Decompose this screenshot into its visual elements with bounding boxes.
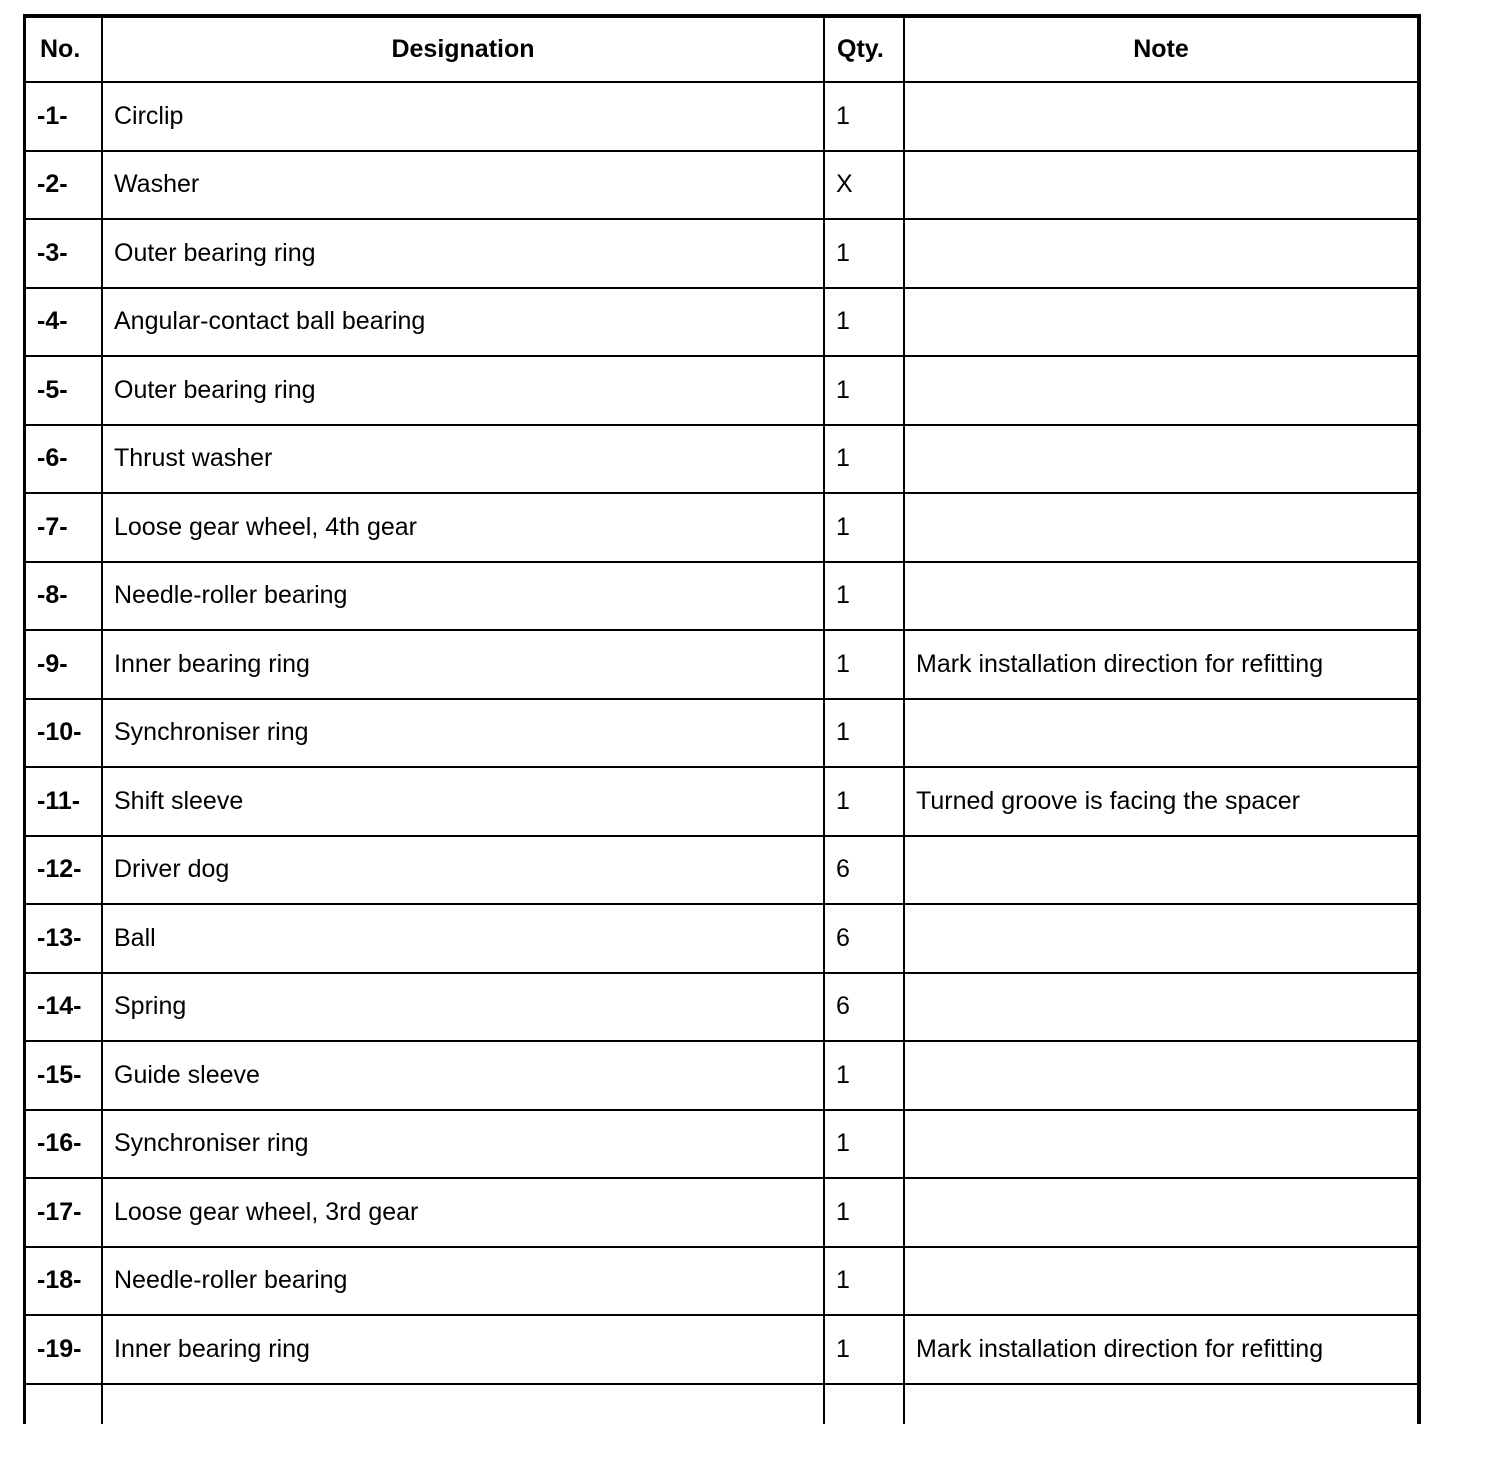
note-cell bbox=[904, 1178, 1417, 1247]
designation-cell: Inner bearing ring bbox=[102, 630, 824, 699]
part-number-cell: -17- bbox=[26, 1178, 102, 1247]
quantity-cell: 6 bbox=[824, 836, 904, 905]
designation-cell: Ball bbox=[102, 904, 824, 973]
note-cell bbox=[904, 425, 1417, 494]
part-number-cell: -19- bbox=[26, 1315, 102, 1384]
quantity-cell: 6 bbox=[824, 904, 904, 973]
part-number-cell: -12- bbox=[26, 836, 102, 905]
table-row bbox=[26, 82, 1417, 151]
note-cell bbox=[904, 151, 1417, 220]
designation-cell: Guide sleeve bbox=[102, 1041, 824, 1110]
part-number-cell: -16- bbox=[26, 1110, 102, 1179]
part-number-cell: -5- bbox=[26, 356, 102, 425]
table-row bbox=[26, 973, 1417, 1042]
quantity-cell: 1 bbox=[824, 1247, 904, 1316]
table-row bbox=[26, 1247, 1417, 1316]
table-row bbox=[26, 904, 1417, 973]
quantity-cell: 1 bbox=[824, 767, 904, 836]
part-number-cell: -3- bbox=[26, 219, 102, 288]
column-header-qty: Qty. bbox=[824, 18, 904, 82]
table-header bbox=[26, 18, 1417, 82]
designation-cell: Loose gear wheel, 3rd gear bbox=[102, 1178, 824, 1247]
empty-cell bbox=[904, 1384, 1417, 1425]
part-number-cell: -6- bbox=[26, 425, 102, 494]
designation-cell: Needle-roller bearing bbox=[102, 1247, 824, 1316]
note-cell: Mark installation direction for refitting bbox=[904, 630, 1417, 699]
table-row bbox=[26, 836, 1417, 905]
note-cell bbox=[904, 562, 1417, 631]
note-cell bbox=[904, 1110, 1417, 1179]
note-cell: Mark installation direction for refitting bbox=[904, 1315, 1417, 1384]
note-cell bbox=[904, 836, 1417, 905]
designation-cell: Washer bbox=[102, 151, 824, 220]
note-cell bbox=[904, 219, 1417, 288]
table-row bbox=[26, 767, 1417, 836]
quantity-cell: 6 bbox=[824, 973, 904, 1042]
note-cell bbox=[904, 356, 1417, 425]
quantity-cell: 1 bbox=[824, 82, 904, 151]
note-cell bbox=[904, 1247, 1417, 1316]
quantity-cell: 1 bbox=[824, 356, 904, 425]
part-number-cell: -9- bbox=[26, 630, 102, 699]
empty-cell bbox=[102, 1384, 824, 1425]
quantity-cell: 1 bbox=[824, 1315, 904, 1384]
designation-cell: Loose gear wheel, 4th gear bbox=[102, 493, 824, 562]
part-number-cell: -7- bbox=[26, 493, 102, 562]
designation-cell: Needle-roller bearing bbox=[102, 562, 824, 631]
note-cell bbox=[904, 288, 1417, 357]
table-row bbox=[26, 699, 1417, 768]
quantity-cell: X bbox=[824, 151, 904, 220]
note-cell bbox=[904, 1041, 1417, 1110]
column-header-no: No. bbox=[26, 18, 102, 82]
note-cell bbox=[904, 904, 1417, 973]
quantity-cell: 1 bbox=[824, 219, 904, 288]
quantity-cell: 1 bbox=[824, 630, 904, 699]
quantity-cell: 1 bbox=[824, 288, 904, 357]
designation-cell: Thrust washer bbox=[102, 425, 824, 494]
part-number-cell: -14- bbox=[26, 973, 102, 1042]
parts-list-sheet bbox=[23, 14, 1421, 1424]
designation-cell: Synchroniser ring bbox=[102, 1110, 824, 1179]
designation-cell: Shift sleeve bbox=[102, 767, 824, 836]
note-cell: Turned groove is facing the spacer bbox=[904, 767, 1417, 836]
designation-cell: Driver dog bbox=[102, 836, 824, 905]
quantity-cell: 1 bbox=[824, 425, 904, 494]
table-row bbox=[26, 356, 1417, 425]
quantity-cell: 1 bbox=[824, 699, 904, 768]
note-cell bbox=[904, 493, 1417, 562]
table-body bbox=[26, 82, 1417, 1424]
table-row bbox=[26, 425, 1417, 494]
part-number-cell: -8- bbox=[26, 562, 102, 631]
quantity-cell: 1 bbox=[824, 1041, 904, 1110]
designation-cell: Inner bearing ring bbox=[102, 1315, 824, 1384]
table-row bbox=[26, 493, 1417, 562]
quantity-cell: 1 bbox=[824, 562, 904, 631]
empty-row bbox=[26, 1384, 1417, 1425]
empty-cell bbox=[824, 1384, 904, 1425]
part-number-cell: -2- bbox=[26, 151, 102, 220]
header-row bbox=[26, 18, 1417, 82]
table-row bbox=[26, 1178, 1417, 1247]
table-row bbox=[26, 562, 1417, 631]
table-row bbox=[26, 630, 1417, 699]
part-number-cell: -10- bbox=[26, 699, 102, 768]
note-cell bbox=[904, 973, 1417, 1042]
part-number-cell: -1- bbox=[26, 82, 102, 151]
empty-cell bbox=[26, 1384, 102, 1425]
designation-cell: Outer bearing ring bbox=[102, 356, 824, 425]
table-row bbox=[26, 151, 1417, 220]
table-row bbox=[26, 1041, 1417, 1110]
part-number-cell: -15- bbox=[26, 1041, 102, 1110]
designation-cell: Circlip bbox=[102, 82, 824, 151]
column-header-note: Note bbox=[904, 18, 1417, 82]
parts-table bbox=[26, 18, 1417, 1424]
table-row bbox=[26, 1315, 1417, 1384]
designation-cell: Synchroniser ring bbox=[102, 699, 824, 768]
quantity-cell: 1 bbox=[824, 1110, 904, 1179]
note-cell bbox=[904, 82, 1417, 151]
note-cell bbox=[904, 699, 1417, 768]
part-number-cell: -13- bbox=[26, 904, 102, 973]
part-number-cell: -4- bbox=[26, 288, 102, 357]
designation-cell: Outer bearing ring bbox=[102, 219, 824, 288]
designation-cell: Angular-contact ball bearing bbox=[102, 288, 824, 357]
designation-cell: Spring bbox=[102, 973, 824, 1042]
quantity-cell: 1 bbox=[824, 1178, 904, 1247]
part-number-cell: -11- bbox=[26, 767, 102, 836]
table-row bbox=[26, 219, 1417, 288]
table-row bbox=[26, 1110, 1417, 1179]
quantity-cell: 1 bbox=[824, 493, 904, 562]
table-row bbox=[26, 288, 1417, 357]
column-header-designation: Designation bbox=[102, 18, 824, 82]
part-number-cell: -18- bbox=[26, 1247, 102, 1316]
